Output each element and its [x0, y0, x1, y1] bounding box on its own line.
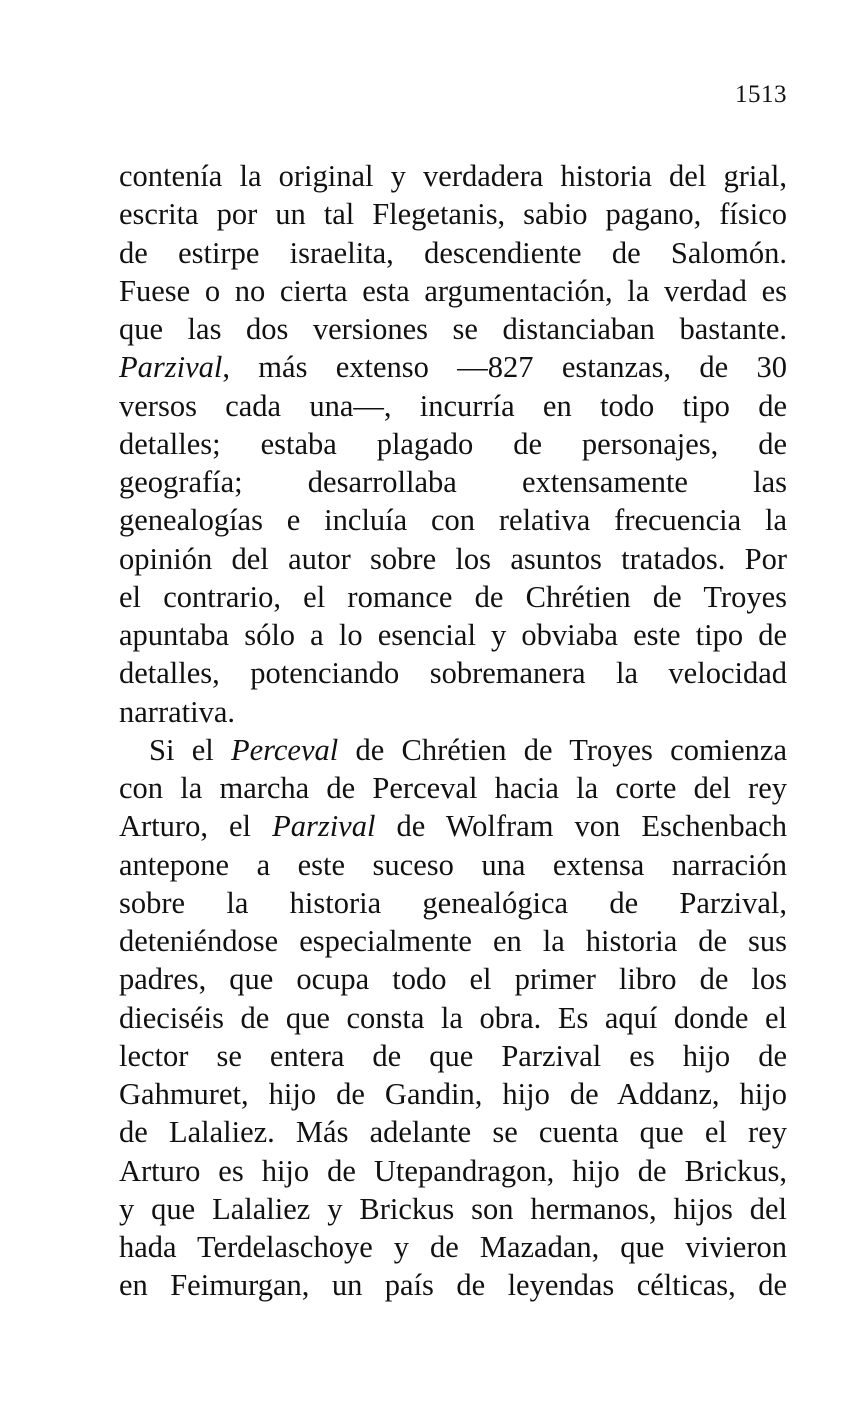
italic-title: Perceval: [230, 732, 339, 767]
text-segment: dieciséis de que consta la obra. Es aquí donde el: [119, 1000, 787, 1035]
text-line: [119, 654, 787, 692]
text-line: [119, 157, 787, 195]
text-segment: de estirpe israelita, descendiente de Salomón.: [119, 235, 787, 270]
text-segment: genealogías e incluía con relativa frecuencia la: [119, 503, 787, 538]
text-segment: narrativa.: [119, 694, 235, 729]
text-line: [119, 807, 787, 845]
text-line: [119, 425, 787, 463]
text-segment: de Lalaliez. Más adelante se cuenta que el rey: [119, 1115, 787, 1150]
text-line: [119, 1037, 787, 1075]
text-line: [119, 501, 787, 539]
text-line: [119, 1190, 787, 1228]
text-segment: Arturo es hijo de Utepandragon, hijo de Brickus,: [119, 1153, 787, 1188]
text-segment: lector se entera de que Parzival es hijo de: [119, 1038, 787, 1073]
text-line: [119, 884, 787, 922]
text-segment: con la marcha de Perceval hacia la corte del rey: [119, 771, 787, 805]
text-line: [119, 693, 787, 731]
text-segment: de Wolfram von Eschenbach: [375, 809, 788, 844]
body-text: [119, 157, 787, 1305]
text-segment: que las dos versiones se distanciaban bastante.: [119, 312, 787, 346]
text-segment: padres, que ocupa todo el primer libro de los: [119, 962, 787, 997]
text-segment: Arturo, el: [119, 809, 273, 844]
text-segment: y que Lalaliez y Brickus son hermanos, hijos del: [119, 1191, 787, 1226]
text-segment: sobre la historia genealógica de Parzival,: [119, 885, 787, 920]
text-segment: versos cada una—, incurría en todo tipo de: [119, 388, 787, 423]
italic-title: Parzival: [272, 809, 376, 844]
text-line: [119, 463, 787, 501]
text-segment: geografía; desarrollaba extensamente las: [119, 465, 787, 499]
text-line: [119, 540, 787, 578]
text-line: [119, 310, 787, 348]
text-segment: deteniéndose especialmente en la historia de sus: [119, 924, 787, 958]
text-line: [119, 1266, 787, 1304]
italic-title: Parzival: [119, 350, 223, 385]
text-line: [119, 846, 787, 884]
text-segment: detalles, potenciando sobremanera la velocidad: [119, 656, 787, 691]
text-line: [119, 616, 787, 654]
text-line: [119, 731, 787, 769]
text-segment: antepone a este suceso una extensa narración: [119, 847, 787, 882]
text-line: [119, 769, 787, 807]
text-line: [119, 999, 787, 1037]
text-segment: en Feimurgan, un país de leyendas célticas, de: [119, 1268, 787, 1303]
text-segment: escrita por un tal Flegetanis, sabio pagano, físico: [119, 197, 787, 232]
text-segment: , más extenso —827 estanzas, de 30: [222, 350, 787, 385]
text-line: [119, 387, 787, 425]
text-segment: apuntaba sólo a lo esencial y obviaba este tipo de: [119, 618, 787, 652]
text-line: [119, 272, 787, 310]
text-segment: Gahmuret, hijo de Gandin, hijo de Addanz, hijo: [119, 1077, 787, 1111]
text-line: [119, 1113, 787, 1151]
text-segment: hada Terdelaschoye y de Mazadan, que vivieron: [119, 1230, 787, 1264]
text-segment: Fuese o no cierta esta argumentación, la verdad es: [119, 273, 787, 308]
text-line: [119, 1228, 787, 1266]
text-line: [119, 348, 787, 386]
text-segment: Si el: [149, 732, 231, 767]
text-segment: de Chrétien de Troyes comienza: [338, 732, 788, 767]
text-segment: detalles; estaba plagado de personajes, de: [119, 426, 787, 461]
text-line: [119, 1075, 787, 1113]
text-line: [119, 234, 787, 272]
text-line: [119, 578, 787, 616]
text-line: [119, 960, 787, 998]
text-segment: el contrario, el romance de Chrétien de Troyes: [119, 579, 787, 614]
text-line: [119, 1152, 787, 1190]
text-segment: contenía la original y verdadera historia del grial,: [119, 159, 787, 193]
page-number: 1513: [735, 81, 787, 108]
text-line: [119, 195, 787, 233]
text-line: [119, 922, 787, 960]
text-segment: opinión del autor sobre los asuntos tratados. Por: [119, 541, 787, 576]
